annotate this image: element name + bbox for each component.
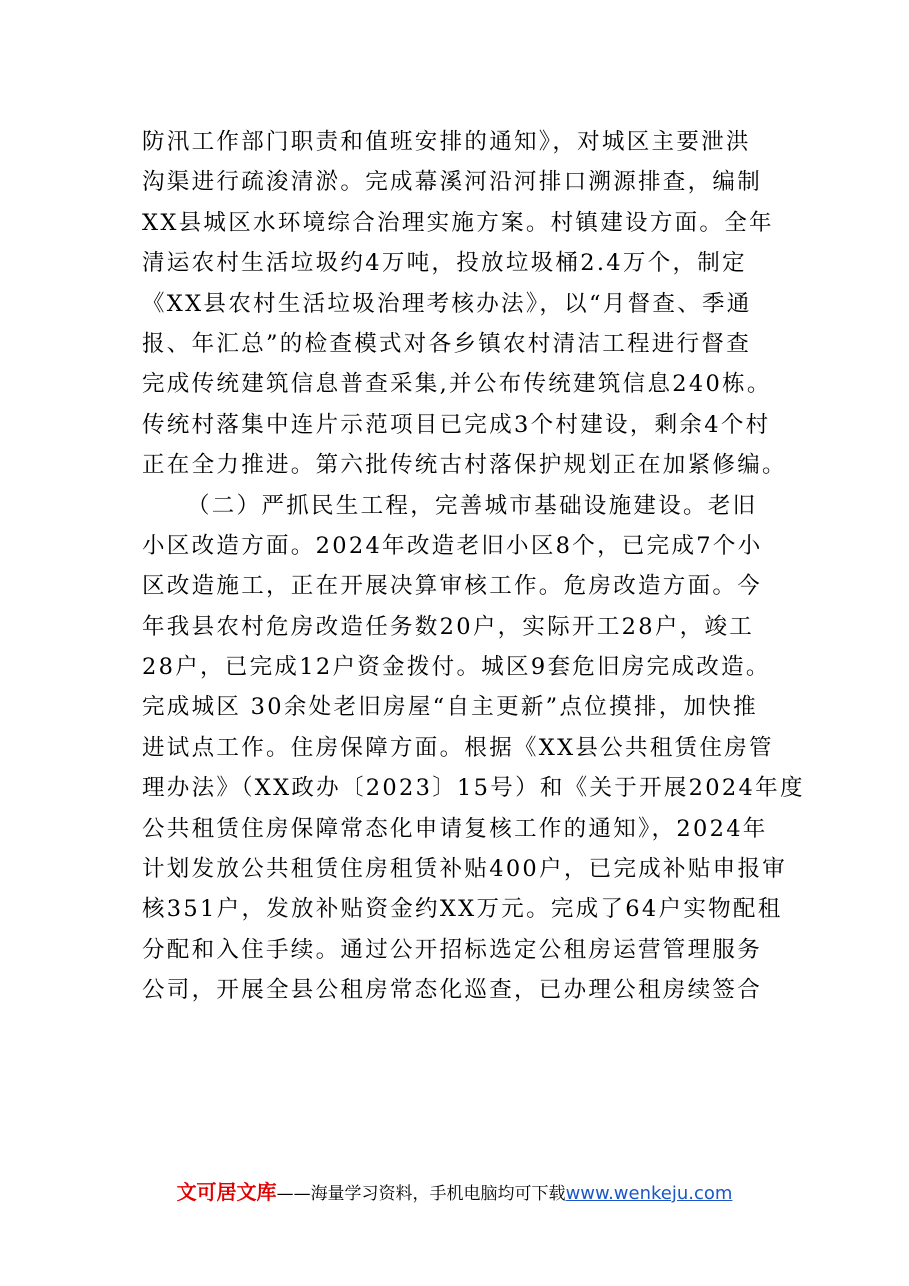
text-line: 报、年汇总”的检查模式对各乡镇农村清洁工程进行督查: [142, 330, 752, 357]
text-line: 年我县农村危房改造任务数20户，实际开工28户，竣工: [142, 613, 755, 640]
text-line: 28户，已完成12户资金拨付。城区9套危旧房完成改造。: [142, 654, 771, 681]
text-line: 正在全力推进。第六批传统古村落保护规划正在加紧修编。: [142, 452, 787, 479]
document-body: [142, 122, 805, 1011]
text-line: 清运农村生活垃圾约4万吨，投放垃圾桶2.4万个，制定: [142, 250, 747, 277]
footer-website-link[interactable]: www.wenkeju.com: [565, 1183, 733, 1204]
text-line: 理办法》（XX政办〔2023〕15号）和《关于开展2024年度: [142, 775, 805, 802]
text-line: 沟渠进行疏浚清淤。完成幕溪河沿河排口溯源排查，编制: [142, 169, 763, 196]
text-line: 小区改造方面。2024年改造老旧小区8个，已完成7个小: [142, 532, 763, 559]
footer-brand: 文可居文库: [176, 1180, 277, 1204]
text-line: 《XX县农村生活垃圾治理考核办法》，以“月督查、季通: [142, 290, 752, 317]
text-line: 防汛工作部门职责和值班安排的通知》，对城区主要泄洪: [142, 129, 751, 155]
section-heading-line: （二）严抓民生工程，完善城市基础设施建设。老旧: [187, 492, 758, 519]
text-line: 分配和入住手续。通过公开招标选定公租房运营管理服务: [142, 936, 763, 963]
text-line: 公共租赁住房保障常态化申请复核工作的通知》，2024年: [142, 815, 768, 842]
text-line: XX县城区水环境综合治理实施方案。村镇建设方面。全年: [142, 209, 774, 236]
text-line: 核351户，发放补贴资金约XX万元。完成了64户实物配租: [142, 896, 783, 923]
footer-tagline: ——海量学习资料，手机电脑均可下载: [276, 1184, 566, 1204]
text-line: 传统村落集中连片示范项目已完成3个村建设，剩余4个村: [142, 411, 771, 438]
text-line: 计划发放公共租赁住房租赁补贴400户，已完成补贴申报审: [142, 856, 788, 883]
text-line: 完成传统建筑信息普查采集,并公布传统建筑信息240栋。: [142, 371, 772, 398]
page-footer: [0, 1176, 909, 1205]
text-line: 区改造施工，正在开展决算审核工作。危房改造方面。今: [142, 573, 763, 600]
text-line: 完成城区 30余处老旧房屋“自主更新”点位摸排，加快推: [142, 694, 758, 721]
text-line: 进试点工作。住房保障方面。根据《XX县公共租赁住房管: [142, 734, 774, 761]
text-line: 公司，开展全县公租房常态化巡查，已办理公租房续签合: [142, 977, 763, 1004]
